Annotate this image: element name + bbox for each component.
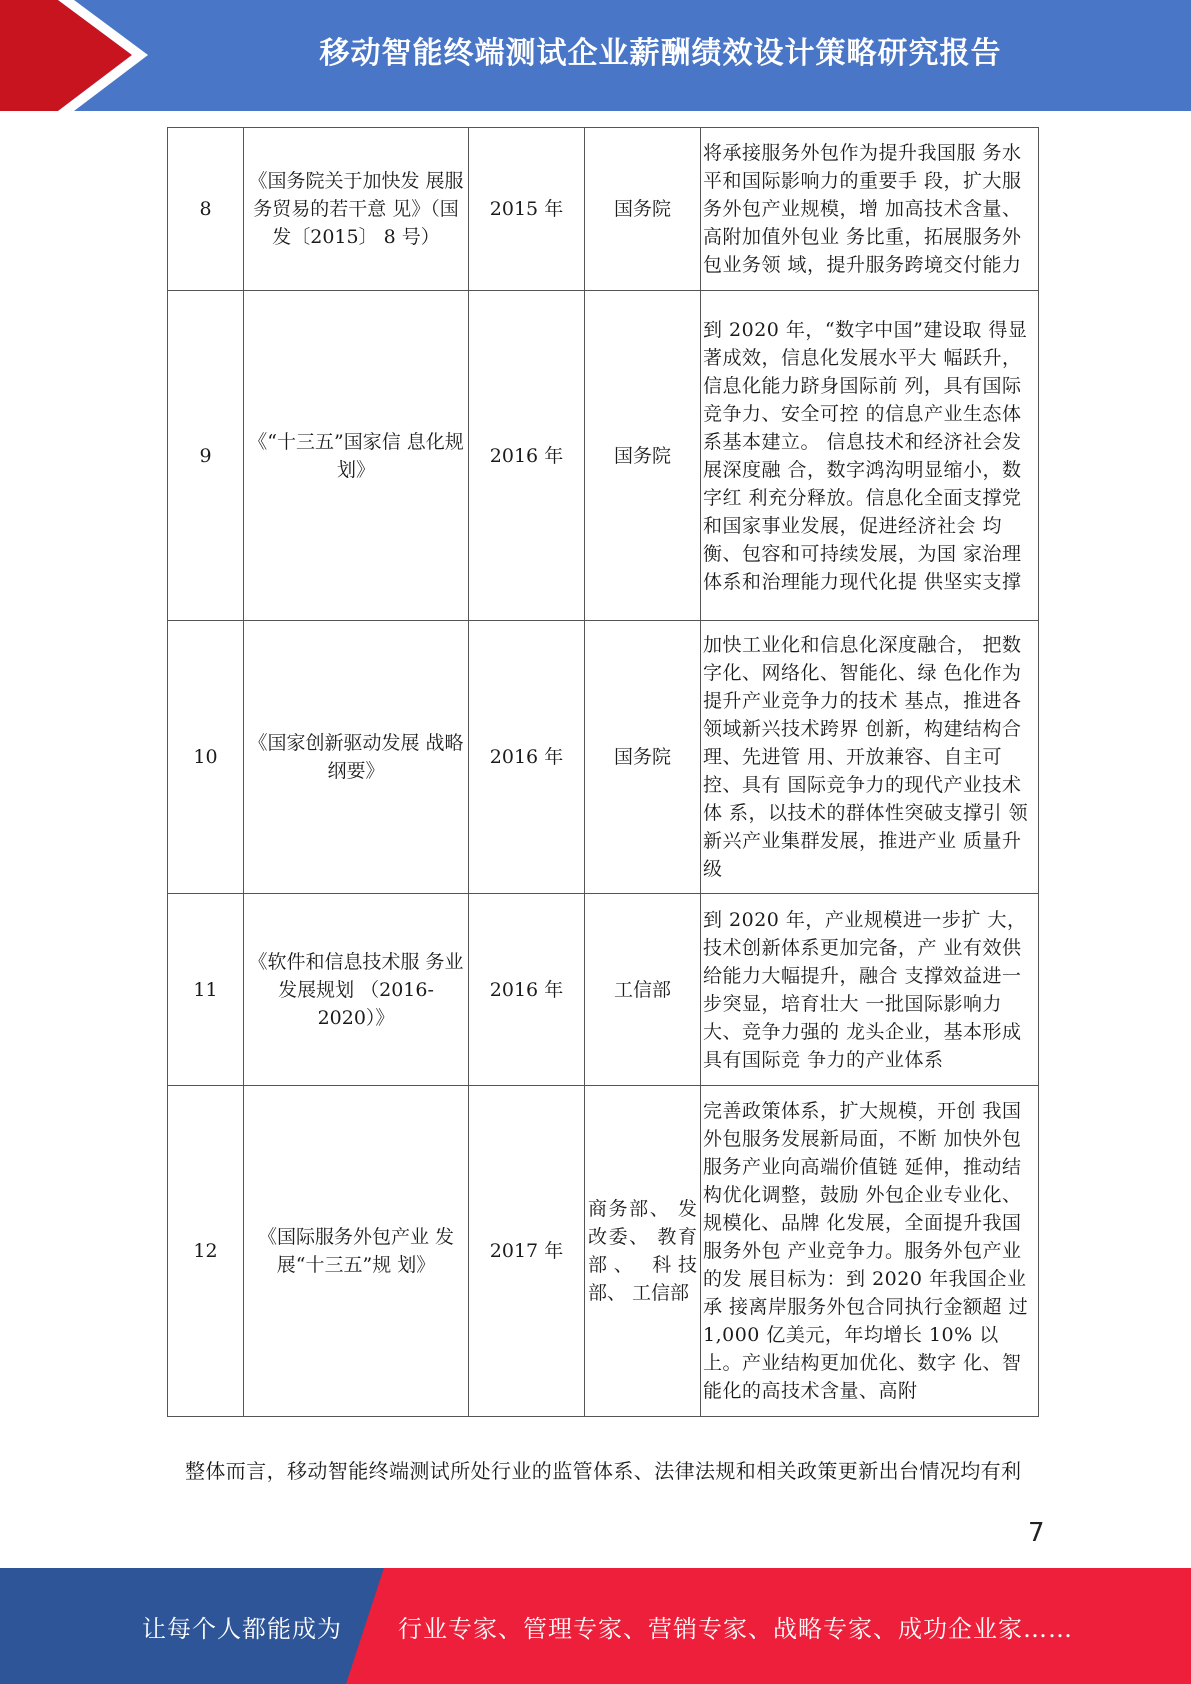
table-row bbox=[168, 894, 1039, 1086]
row-number: 9 bbox=[168, 291, 244, 621]
policy-table bbox=[167, 127, 1039, 1417]
policy-content: 到 2020 年，“数字中国”建设取 得显著成效，信息化发展水平大 幅跃升，信息化能力跻身国际前 列，具有国际竞争力、安全可控 的信息产业生态体系基本建立。 信息技术和经济社会发展深度融 合，数字鸿沟明显缩小，数字红 利充分释放。信息化全面支撑党 和国家事业发展，促进经济社会 均衡、包容和可持续发展，为国 家治理体系和治理能力现代化提 供坚实支撑 bbox=[701, 291, 1039, 621]
table-row bbox=[168, 1086, 1039, 1417]
report-title: 移动智能终端测试企业薪酬绩效设计策略研究报告 bbox=[319, 36, 1002, 71]
issue-year: 2017 年 bbox=[469, 1086, 585, 1417]
issuing-organization: 工信部 bbox=[585, 894, 701, 1086]
row-number: 10 bbox=[168, 621, 244, 894]
issue-year: 2016 年 bbox=[469, 621, 585, 894]
table-row bbox=[168, 291, 1039, 621]
issue-year: 2016 年 bbox=[469, 291, 585, 621]
issuing-organization: 国务院 bbox=[585, 621, 701, 894]
footer-slogan-right: 行业专家、管理专家、营销专家、战略专家、成功企业家…… bbox=[398, 1614, 1073, 1643]
footer-banner bbox=[0, 1568, 1191, 1684]
page-number: 7 bbox=[1028, 1518, 1045, 1548]
row-number: 8 bbox=[168, 128, 244, 291]
table-row bbox=[168, 621, 1039, 894]
policy-content: 加快工业化和信息化深度融合， 把数字化、网络化、智能化、绿 色化作为提升产业竞争力的技术 基点，推进各领域新兴技术跨界 创新，构建结构合理、先进管 用、开放兼容、自主可控、具有 国际竞争力的现代产业技术体 系，以技术的群体性突破支撑引 领新兴产业集群发展，推进产业 质量升级 bbox=[701, 621, 1039, 894]
issuing-organization: 商务部、 发改委、 教育部、 科技部、 工信部 bbox=[585, 1086, 701, 1417]
header-banner bbox=[0, 0, 1191, 111]
policy-content: 将承接服务外包作为提升我国服 务水平和国际影响力的重要手 段，扩大服务外包产业规模，增 加高技术含量、高附加值外包业 务比重，拓展服务外包业务领 域，提升服务跨境交付能力 bbox=[701, 128, 1039, 291]
policy-document: 《国务院关于加快发 展服务贸易的若干意 见》（国发〔2015〕 8 号） bbox=[244, 128, 469, 291]
policy-document: 《“十三五”国家信 息化规划》 bbox=[244, 291, 469, 621]
policy-content: 完善政策体系，扩大规模，开创 我国外包服务发展新局面，不断 加快外包服务产业向高端价值链 延伸，推动结构优化调整，鼓励 外包企业专业化、规模化、品牌 化发展，全面提升我国服务外包 产业竞争力。服务外包产业的发 展目标为：到 2020 年我国企业承 接离岸服务外包合同执行金额超 过 1,000 亿美元，年均增长 10% 以上。产业结构更加优化、数字 化、智能化的高技术含量、高附 bbox=[701, 1086, 1039, 1417]
issue-year: 2015 年 bbox=[469, 128, 585, 291]
issuing-organization: 国务院 bbox=[585, 291, 701, 621]
policy-document: 《软件和信息技术服 务业发展规划 （2016-2020）》 bbox=[244, 894, 469, 1086]
summary-paragraph: 整体而言，移动智能终端测试所处行业的监管体系、法律法规和相关政策更新出台情况均有利 bbox=[185, 1459, 1022, 1483]
issue-year: 2016 年 bbox=[469, 894, 585, 1086]
policy-document: 《国际服务外包产业 发展“十三五”规 划》 bbox=[244, 1086, 469, 1417]
table-row bbox=[168, 128, 1039, 291]
policy-content: 到 2020 年，产业规模进一步扩 大，技术创新体系更加完备，产 业有效供给能力大幅提升，融合 支撑效益进一步突显，培育壮大 一批国际影响力大、竞争力强的 龙头企业，基本形成具有国际竞 争力的产业体系 bbox=[701, 894, 1039, 1086]
row-number: 12 bbox=[168, 1086, 244, 1417]
footer-slogan-left: 让每个人都能成为 bbox=[142, 1614, 342, 1643]
row-number: 11 bbox=[168, 894, 244, 1086]
issuing-organization: 国务院 bbox=[585, 128, 701, 291]
policy-document: 《国家创新驱动发展 战略纲要》 bbox=[244, 621, 469, 894]
